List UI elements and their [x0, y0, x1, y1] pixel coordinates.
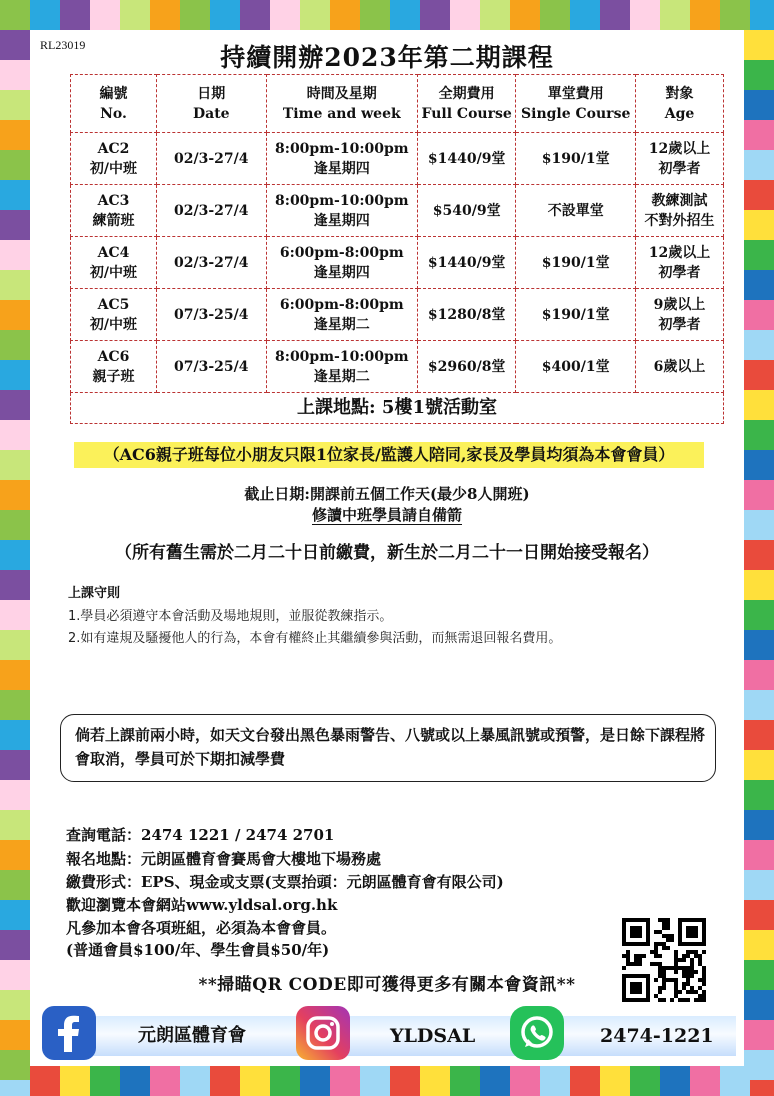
border-tile	[0, 900, 30, 930]
border-tile	[0, 180, 30, 210]
header-en: Time and week	[282, 105, 401, 122]
header-zh: 單堂費用	[547, 85, 604, 102]
weather-notice-box	[60, 714, 716, 782]
border-tile	[570, 0, 600, 30]
border-tile	[300, 1066, 330, 1096]
border-tile	[600, 1066, 630, 1096]
whatsapp-icon[interactable]	[510, 1006, 564, 1060]
venue-text: 上課地點: 5樓1號活動室	[71, 393, 724, 424]
border-tile	[744, 480, 774, 510]
cell-age: 12歲以上 初學者	[636, 133, 724, 185]
cell-full: $2960/8堂	[418, 341, 516, 393]
border-tile	[360, 0, 390, 30]
border-tile	[630, 0, 660, 30]
border-tile	[0, 330, 30, 360]
border-tile	[0, 570, 30, 600]
header-no	[71, 75, 157, 133]
deadline-text: 截止日期:開課前五個工作天(最少8人開班)	[244, 485, 530, 503]
cell-full: $540/9堂	[418, 185, 516, 237]
border-tile	[0, 90, 30, 120]
border-tile	[90, 1066, 120, 1096]
border-tile	[0, 990, 30, 1020]
cell-age: 9歲以上 初學者	[636, 289, 724, 341]
border-tile	[744, 570, 774, 600]
cell-date: 07/3-25/4	[156, 289, 266, 341]
header-en: Age	[664, 105, 695, 122]
border-tile	[120, 0, 150, 30]
border-tile	[300, 0, 330, 30]
header-zh: 對象	[665, 85, 694, 102]
border-tile	[450, 0, 480, 30]
border-tile	[150, 1066, 180, 1096]
border-tile	[390, 0, 420, 30]
header-en: Full Course	[421, 105, 512, 122]
border-tile	[270, 0, 300, 30]
border-tile	[600, 0, 630, 30]
page-title: 持續開辦2023年第二期課程	[220, 43, 554, 72]
header-single-course	[516, 75, 636, 133]
border-tile	[60, 1066, 90, 1096]
border-tile	[60, 0, 90, 30]
border-tile	[0, 540, 30, 570]
border-tile	[0, 1020, 30, 1050]
border-tile	[30, 1066, 60, 1096]
cell-age: 12歲以上 初學者	[636, 237, 724, 289]
border-tile	[120, 1066, 150, 1096]
header-date	[156, 75, 266, 133]
border-tile	[744, 990, 774, 1020]
border-tile	[0, 810, 30, 840]
venue-row	[71, 393, 724, 424]
header-zh: 時間及星期	[306, 85, 377, 102]
header-en: No.	[100, 105, 127, 122]
border-tile	[660, 0, 690, 30]
cell-time: 6:00pm-8:00pm 逢星期二	[266, 289, 417, 341]
cell-code: AC2 初/中班	[71, 133, 157, 185]
border-tile	[30, 0, 60, 30]
flyer-page	[30, 30, 744, 1066]
border-tile	[0, 270, 30, 300]
parent-child-note: （AC6親子班每位小朋友只限1位家長/監護人陪同,家長及學員均須為本會會員）	[74, 442, 704, 468]
border-tile	[744, 840, 774, 870]
rules-heading: 上課守則	[68, 586, 121, 601]
border-tile	[744, 390, 774, 420]
border-tile	[744, 270, 774, 300]
cell-full: $1280/8堂	[418, 289, 516, 341]
border-tile	[744, 600, 774, 630]
bring-arrows-text	[30, 504, 744, 525]
instagram-name: YLDSAL	[390, 1025, 476, 1047]
border-tile	[0, 930, 30, 960]
border-tile	[0, 210, 30, 240]
border-tile	[744, 60, 774, 90]
border-tile	[420, 1066, 450, 1096]
border-tile	[450, 1066, 480, 1096]
border-tile	[744, 180, 774, 210]
border-tile	[480, 0, 510, 30]
cell-age: 教練測試 不對外招生	[636, 185, 724, 237]
table-row	[71, 185, 724, 237]
weather-notice-text: 倘若上課前兩小時，如天文台發出黑色暴雨警告、八號或以上暴風訊號或預警，是日餘下課程將會取消，學員可於下期扣減學費	[75, 726, 706, 768]
border-tile	[0, 390, 30, 420]
table-row	[71, 289, 724, 341]
border-tile	[0, 450, 30, 480]
info-website: 歡迎瀏覽本會網站www.yldsal.org.hk	[66, 896, 338, 914]
border-tile	[0, 120, 30, 150]
border-tile	[180, 1066, 210, 1096]
cell-code: AC3 練箭班	[71, 185, 157, 237]
cell-time: 8:00pm-10:00pm 逢星期四	[266, 133, 417, 185]
table-header-row	[71, 75, 724, 133]
cell-date: 07/3-25/4	[156, 341, 266, 393]
border-tile	[744, 630, 774, 660]
border-tile	[744, 120, 774, 150]
border-tile	[744, 690, 774, 720]
header-time	[266, 75, 417, 133]
border-tile	[0, 240, 30, 270]
info-membership-fee: (普通會員$100/年、學生會員$50/年)	[66, 941, 330, 959]
header-en: Single Course	[521, 105, 631, 122]
cell-code: AC6 親子班	[71, 341, 157, 393]
info-location: 報名地點：元朗區體育會賽馬會大樓地下場務處	[66, 850, 382, 868]
border-tile	[390, 1066, 420, 1096]
table-row	[71, 341, 724, 393]
cell-single: 不設單堂	[516, 185, 636, 237]
course-table	[70, 74, 724, 424]
border-tile	[0, 510, 30, 540]
border-tile	[0, 0, 30, 30]
rule-item: 2.如有違規及騷擾他人的行為，本會有權終止其繼續參與活動，而無需退回報名費用。	[68, 631, 562, 646]
border-tile	[690, 1066, 720, 1096]
facebook-icon[interactable]	[42, 1006, 96, 1060]
whatsapp-number: 2474-1221	[600, 1025, 714, 1047]
border-tile	[0, 960, 30, 990]
document-code: RL23019	[40, 38, 86, 52]
border-tile	[540, 0, 570, 30]
border-tile	[0, 150, 30, 180]
cell-single: $190/1堂	[516, 289, 636, 341]
border-tile	[720, 0, 750, 30]
border-tile	[150, 0, 180, 30]
table-row	[71, 133, 724, 185]
border-tile	[744, 960, 774, 990]
border-tile	[0, 60, 30, 90]
border-tile	[0, 600, 30, 630]
border-tile	[744, 330, 774, 360]
rule-item: 1.學員必須遵守本會活動及場地規則，並服從教練指示。	[68, 609, 393, 624]
border-tile	[630, 1066, 660, 1096]
cell-full: $1440/9堂	[418, 237, 516, 289]
border-tile	[90, 0, 120, 30]
cell-full: $1440/9堂	[418, 133, 516, 185]
border-tile	[240, 1066, 270, 1096]
border-tile	[570, 1066, 600, 1096]
header-en: Date	[192, 105, 230, 122]
border-tile	[0, 690, 30, 720]
border-tile	[750, 0, 774, 30]
border-tile	[180, 0, 210, 30]
qr-note: **掃瞄QR CODE即可獲得更多有關本會資訊**	[198, 975, 576, 995]
header-zh: 編號	[99, 85, 128, 102]
border-tile	[0, 630, 30, 660]
cell-single: $400/1堂	[516, 341, 636, 393]
border-tile	[0, 720, 30, 750]
header-full-course	[418, 75, 516, 133]
info-membership: 凡參加本會各項班組，必須為本會會員。	[66, 919, 337, 937]
border-tile	[0, 660, 30, 690]
border-tile	[744, 450, 774, 480]
info-payment: 繳費形式：EPS、現金或支票(支票抬頭：元朗區體育會有限公司)	[66, 873, 504, 891]
border-tile	[0, 840, 30, 870]
border-tile	[0, 780, 30, 810]
border-tile	[744, 420, 774, 450]
border-tile	[0, 1050, 30, 1080]
border-tile	[744, 300, 774, 330]
border-tile	[744, 360, 774, 390]
border-tile	[744, 780, 774, 810]
border-tile	[420, 0, 450, 30]
table-row	[71, 237, 724, 289]
cell-age: 6歲以上	[636, 341, 724, 393]
border-tile	[330, 0, 360, 30]
border-tile	[0, 30, 30, 60]
border-tile	[0, 300, 30, 330]
cell-code: AC4 初/中班	[71, 237, 157, 289]
border-tile	[480, 1066, 510, 1096]
border-tile	[210, 1066, 240, 1096]
border-tile	[690, 0, 720, 30]
border-tile	[744, 210, 774, 240]
border-tile	[0, 870, 30, 900]
cell-time: 8:00pm-10:00pm 逢星期四	[266, 185, 417, 237]
bring-arrows-label: 修讀中班學員請自備箭	[311, 506, 462, 524]
cell-time: 6:00pm-8:00pm 逢星期四	[266, 237, 417, 289]
border-tile	[510, 0, 540, 30]
cell-time: 8:00pm-10:00pm 逢星期二	[266, 341, 417, 393]
border-tile	[744, 660, 774, 690]
border-tile	[744, 150, 774, 180]
cell-date: 02/3-27/4	[156, 185, 266, 237]
border-tile	[360, 1066, 390, 1096]
border-tile	[744, 900, 774, 930]
border-tile	[660, 1066, 690, 1096]
cell-code: AC5 初/中班	[71, 289, 157, 341]
cell-date: 02/3-27/4	[156, 237, 266, 289]
facebook-name: 元朗區體育會	[138, 1025, 246, 1046]
border-tile	[744, 90, 774, 120]
border-tile	[744, 240, 774, 270]
payment-note: （所有舊生需於二月二十日前繳費，新生於二月二十一日開始接受報名）	[115, 543, 659, 563]
border-tile	[744, 540, 774, 570]
border-tile	[744, 750, 774, 780]
cell-single: $190/1堂	[516, 237, 636, 289]
border-tile	[744, 870, 774, 900]
border-tile	[744, 510, 774, 540]
border-tile	[744, 30, 774, 60]
border-tile	[744, 1020, 774, 1050]
border-tile	[0, 750, 30, 780]
border-tile	[744, 720, 774, 750]
cell-single: $190/1堂	[516, 133, 636, 185]
border-tile	[510, 1066, 540, 1096]
border-tile	[0, 420, 30, 450]
header-zh: 全期費用	[438, 85, 495, 102]
info-phone: 查詢電話：2474 1221 / 2474 2701	[66, 826, 335, 844]
instagram-icon[interactable]	[296, 1006, 350, 1060]
header-age	[636, 75, 724, 133]
border-tile	[540, 1066, 570, 1096]
border-tile	[210, 0, 240, 30]
border-tile	[744, 1050, 774, 1080]
border-tile	[240, 0, 270, 30]
border-tile	[270, 1066, 300, 1096]
border-tile	[744, 810, 774, 840]
border-tile	[744, 930, 774, 960]
border-tile	[330, 1066, 360, 1096]
border-tile	[0, 480, 30, 510]
header-zh: 日期	[197, 85, 226, 102]
cell-date: 02/3-27/4	[156, 133, 266, 185]
border-tile	[0, 360, 30, 390]
